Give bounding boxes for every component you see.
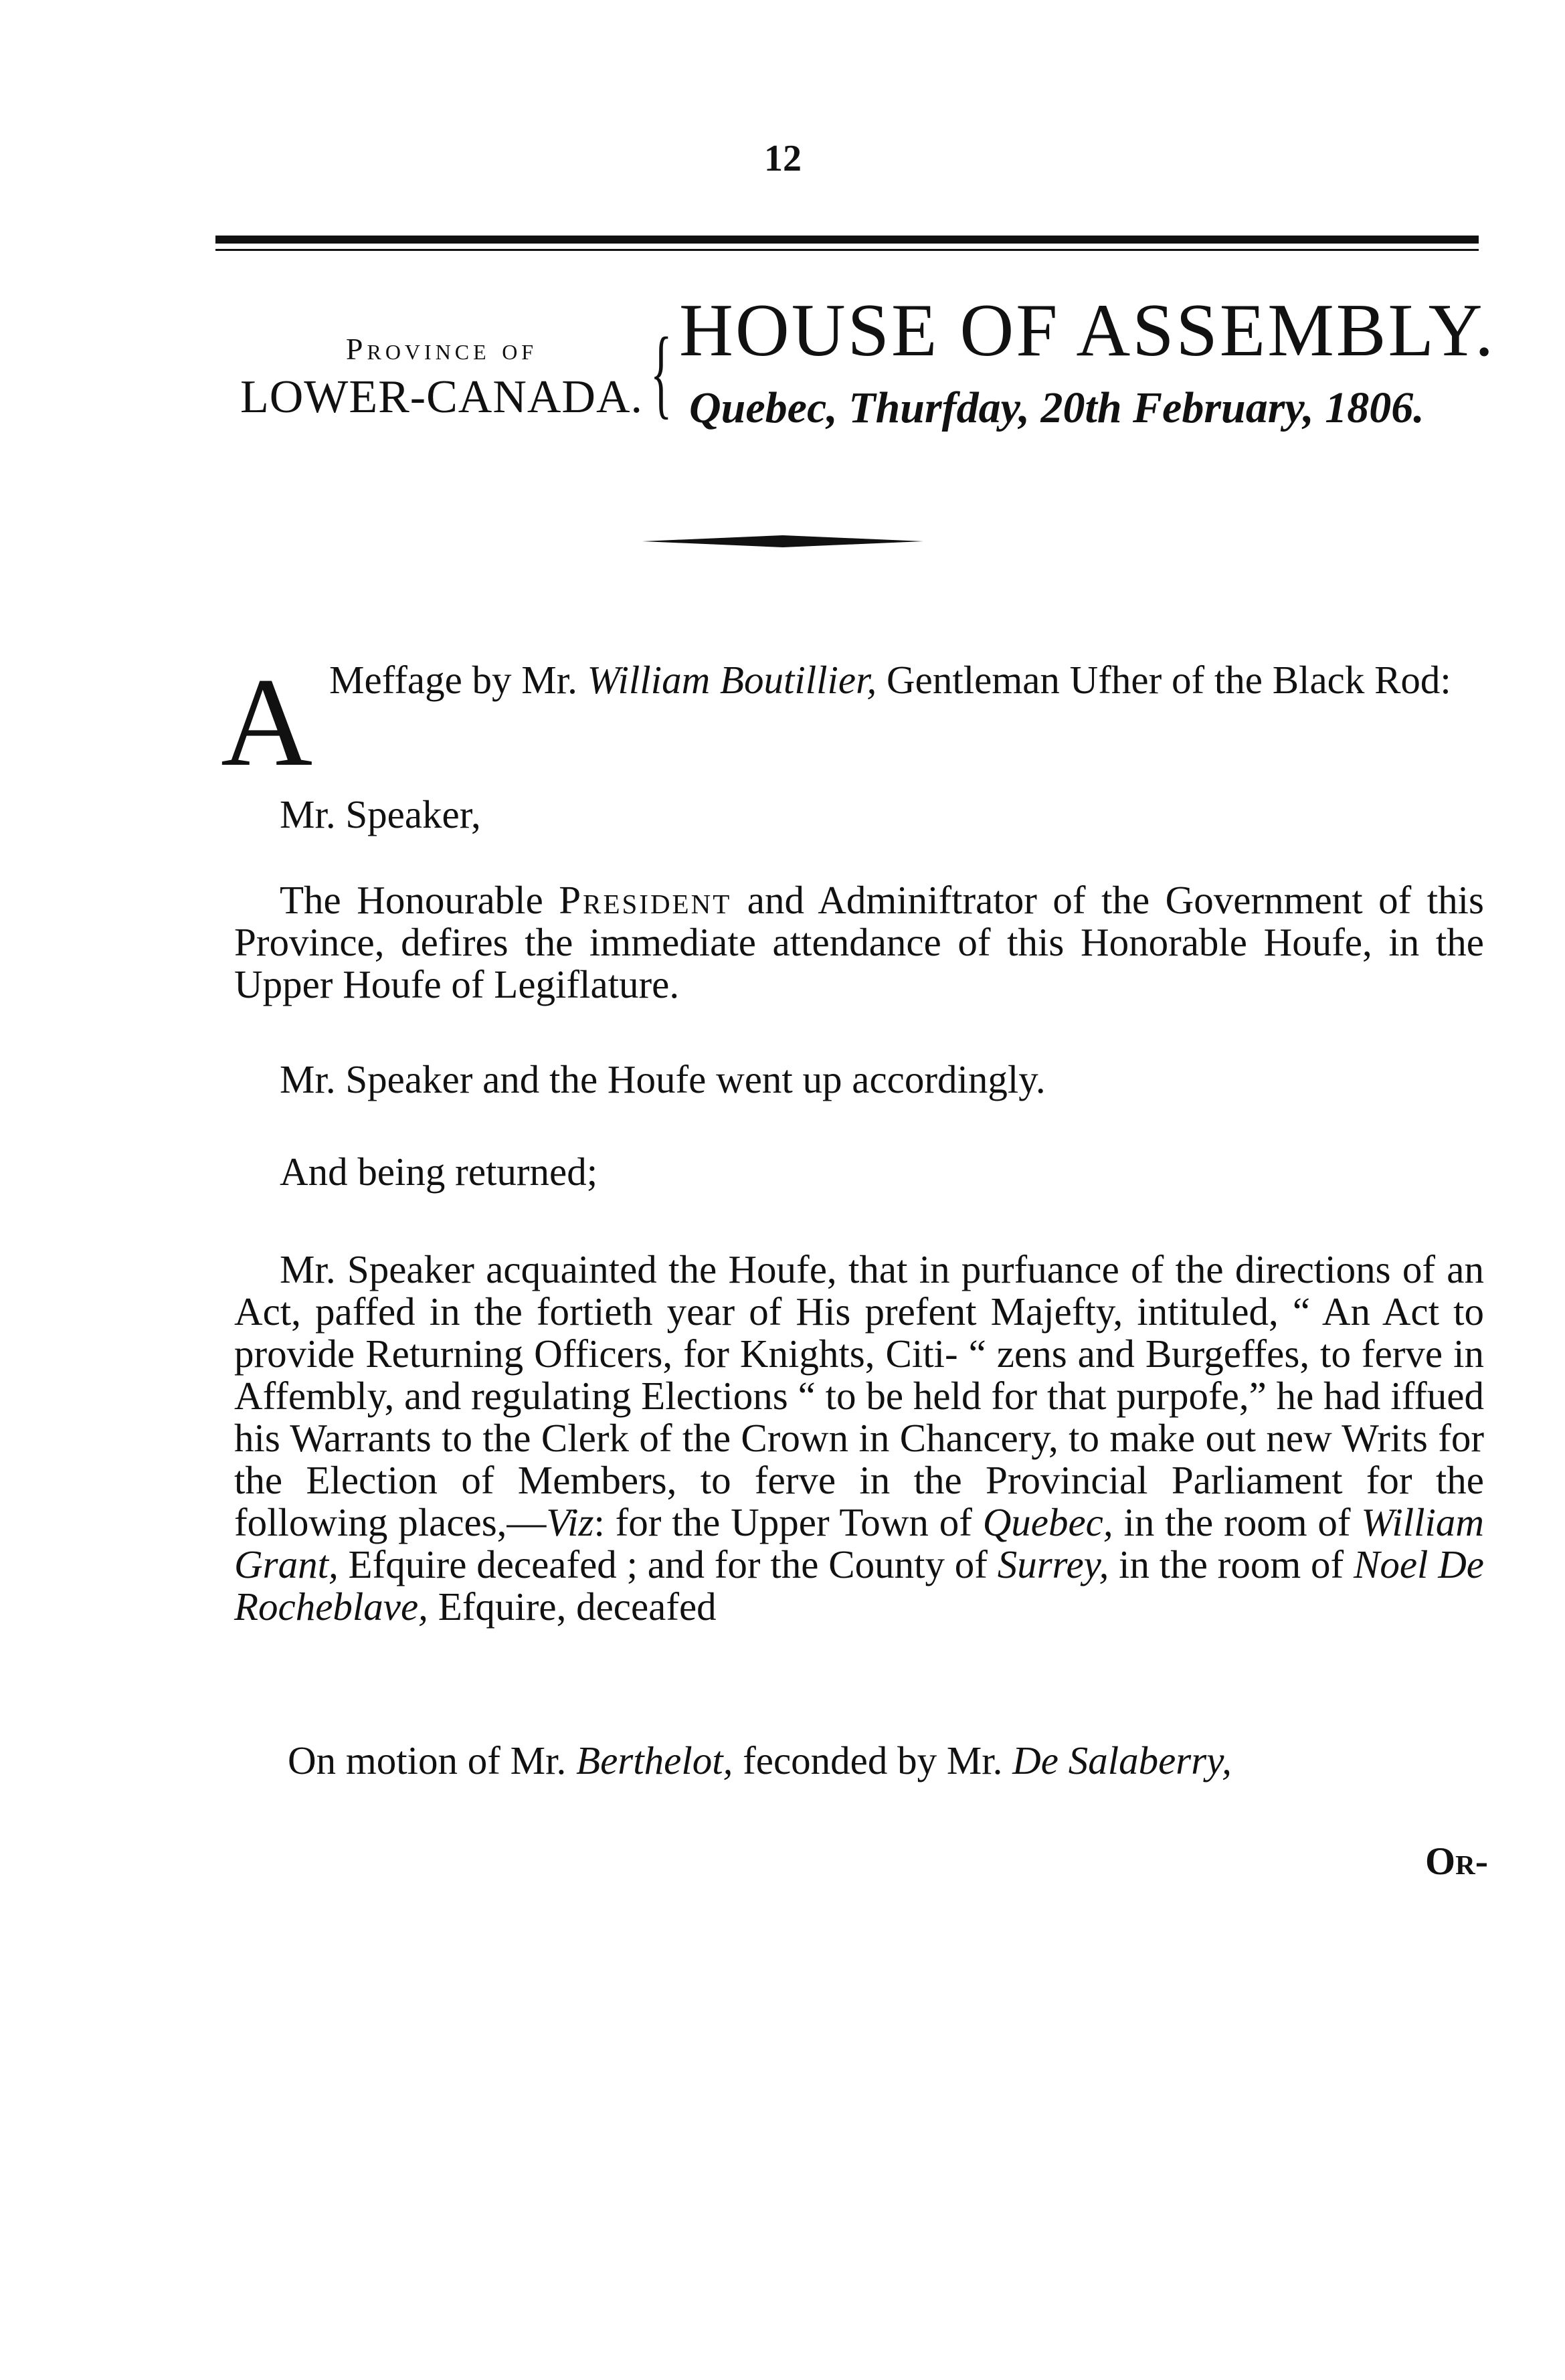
- motion-text-a: On motion of Mr.: [288, 1738, 567, 1782]
- paragraph-returned: And being returned;: [280, 1150, 598, 1194]
- message-prefix: Meffage by Mr.: [329, 658, 577, 702]
- paragraph-writs: [234, 1249, 1484, 1628]
- province-block: [221, 331, 662, 424]
- viz-word: Viz: [546, 1500, 594, 1544]
- writs-text-b: : for the Upper Town of: [593, 1500, 972, 1544]
- place-surrey: Surrey,: [997, 1542, 1109, 1586]
- summons-text-b: and Adminiftrator of the Government of this Province, defires the immediate attendance of this Honorable Houfe, in the Upper Houfe of Legiflature.: [234, 878, 1485, 1006]
- ornamental-rule: [642, 535, 923, 547]
- writs-text-f: Efquire, deceafed: [438, 1584, 717, 1629]
- mover-berthelot: Berthelot,: [576, 1738, 733, 1782]
- curly-brace: {: [650, 317, 672, 428]
- writs-text-c: in the room of: [1123, 1500, 1351, 1544]
- page-number: 12: [764, 138, 802, 179]
- message-announcement: [329, 659, 1480, 701]
- message-suffix: Gentleman Ufher of the Black Rod:: [887, 658, 1451, 702]
- header-rule-thick: [215, 236, 1479, 244]
- assembly-date: Quebec, Thurfday, 20th February, 1806.: [689, 383, 1424, 432]
- assembly-title: HOUSE OF ASSEMBLY.: [679, 289, 1496, 372]
- writs-text-d: Efquire deceafed ; and for the County of: [348, 1542, 988, 1586]
- president-title: President: [559, 878, 732, 922]
- member-grant: William Grant,: [234, 1500, 1484, 1586]
- header-rule-thin: [215, 249, 1479, 251]
- writs-text-e: in the room of: [1119, 1542, 1344, 1586]
- paragraph-speaker: Mr. Speaker,: [280, 792, 481, 836]
- drop-cap: A: [221, 652, 313, 793]
- usher-name: William Boutillier,: [587, 658, 877, 702]
- paragraph-motion: [288, 1740, 1538, 1782]
- member-rocheblave: Noel De Rocheblave,: [234, 1542, 1484, 1629]
- province-name: LOWER-CANADA.: [240, 371, 644, 423]
- seconder-salaberry: De Salaberry,: [1012, 1738, 1232, 1782]
- paragraph-went-up: Mr. Speaker and the Houfe went up accordingly.: [280, 1057, 1046, 1101]
- writs-text-a: Mr. Speaker acquainted the Houfe, that in purfuance of the directions of an Act, paffed in the fortieth year of His prefent Majefty, intituled, “ An Act to provide Returning Officers, for Knights, Citi- “ zens and Burgeffes, to ferve in Affembly, and regulating Elections “ to be held for that purpofe,” he had iffued his Warrants to the Clerk of the Crown in Chancery, to make out new Writs for the Election of Members, to ferve in the Provincial Parliament for the following places,—: [234, 1247, 1484, 1544]
- motion-text-b: feconded by Mr.: [743, 1738, 1003, 1782]
- paragraph-summons: [234, 879, 1484, 1006]
- catchword: Or-: [1425, 1839, 1489, 1883]
- province-label: Province of: [345, 332, 538, 366]
- place-quebec: Quebec,: [982, 1500, 1113, 1544]
- summons-text-a: The Honourable: [280, 878, 543, 922]
